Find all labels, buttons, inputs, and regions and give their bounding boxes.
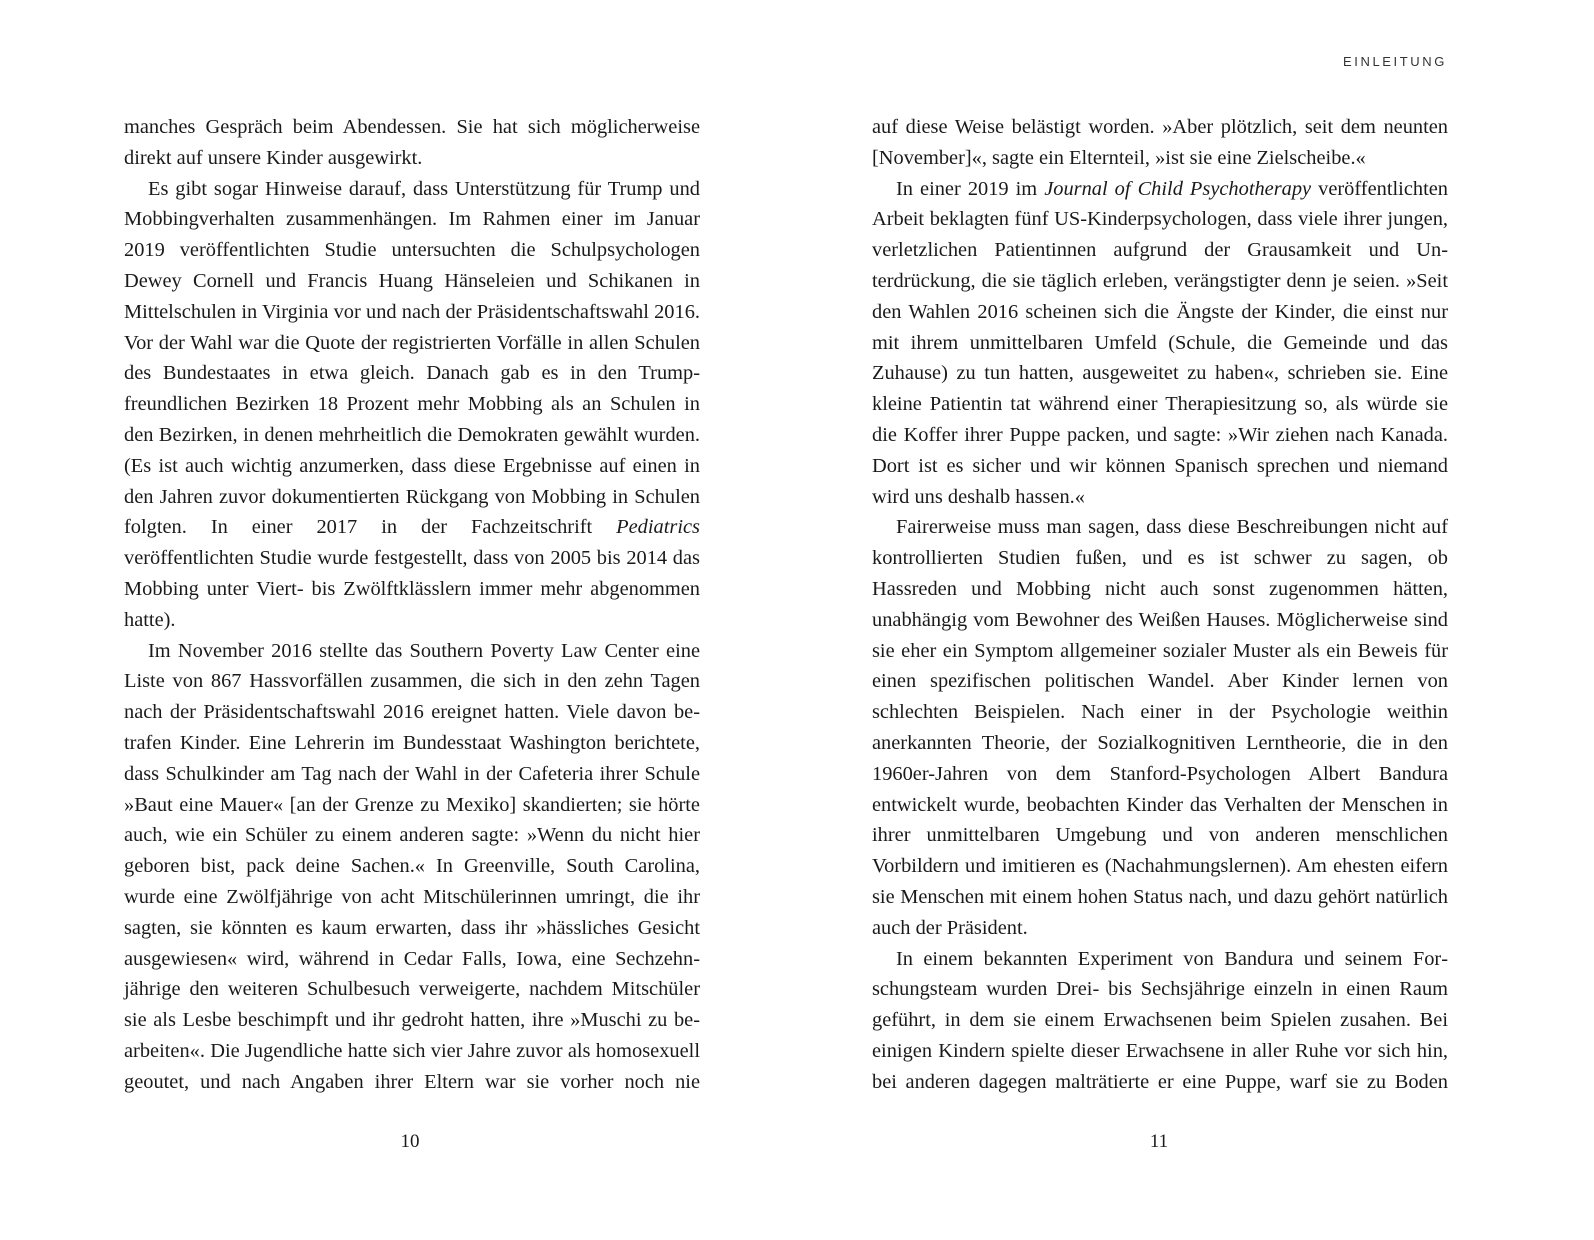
paragraph xyxy=(872,944,1448,1098)
paragraph xyxy=(124,636,700,1098)
paragraph xyxy=(872,112,1448,174)
text-run: auf diese Weise belästigt worden. »Aber plötzlich, seit dem neunten [November]«, sagte ein Elternteil, »ist sie eine Zielscheibe.« xyxy=(872,116,1448,169)
right-page xyxy=(797,0,1594,1240)
text-run: In einem bekannten Experiment von Bandura und seinem Forschungsteam wurden Drei- bis Sechsjährige einzeln in einen Raum geführt, in dem sie einem Erwachsenen beim Spielen zusahen. Bei einigen Kindern spielte dieser Erwachsene in aller Ruhe vor sich hin, bei anderen dagegen malträtierte er eine Puppe, warf sie zu Boden xyxy=(872,947,1448,1093)
text-run: Fairerweise muss man sagen, dass diese Beschreibungen nicht auf kontrollierten Studien fußen, und es ist schwer zu sagen, ob Hassreden und Mobbing nicht auch sonst zugenommen hätten, unabhängig vom Bewohner des Weißen Hauses. Möglicherweise sind sie eher ein Symptom allgemeiner sozialer Muster als ein Beweis für einen spezifischen politischen Wandel. Aber Kinder lernen von schlechten Beispielen. Nach einer in der Psychologie weithin anerkannten Theorie, der Sozialkognitiven Lerntheorie, die in den 1960er-Jahren von dem Stanford-Psychologen Albert Bandura entwickelt wurde, beobachten Kinder das Verhalten der Menschen in ihrer unmittelbaren Umgebung und von anderen menschlichen Vorbildern und imitieren es (Nachahmungslernen). Am ehesten eifern sie Menschen mit einem hohen Status nach, und dazu gehört natürlich auch der Präsident. xyxy=(872,516,1448,939)
paragraph xyxy=(872,512,1448,943)
text-run: manches Gespräch beim Abendessen. Sie hat sich möglicherweise direkt auf unsere Kinder ausgewirkt. xyxy=(124,116,700,169)
paragraph xyxy=(124,112,700,174)
italic-title: Journal of Child Psychotherapy xyxy=(1044,177,1312,200)
text-run: In einer 2019 im xyxy=(896,177,1045,200)
text-run: veröffentlichten Studie wurde festgestellt, dass von 2005 bis 2014 das Mobbing unter Viert- bis Zwölftklässlern immer mehr abgenommen hatte). xyxy=(124,547,700,631)
paragraph xyxy=(872,174,1448,513)
text-run: Es gibt sogar Hinweise darauf, dass Unterstützung für Trump und Mobbingverhalten zusammenhängen. Im Rahmen einer im Januar 2019 veröffentlichten Studie untersuchten die Schulpsychologen Dewey Cornell und Francis Huang Hänseleien und Schikanen in Mittelschulen in Virginia vor und nach der Präsidentschaftswahl 2016. Vor der Wahl war die Quote der registrierten Vorfälle in allen Schulen des Bundestaates in etwa gleich. Danach gab es in den Trump-freundlichen Bezirken 18 Prozent mehr Mobbing als an Schulen in den Bezirken, in denen mehrheitlich die Demokraten gewählt wurden. (Es ist auch wichtig anzumerken, dass diese Ergebnisse auf einen in den Jahren zuvor dokumentierten Rückgang von Mobbing in Schulen folgten. In einer 2017 in der Fachzeitschrift xyxy=(124,177,700,539)
right-page-body xyxy=(872,112,1448,1098)
text-run: Im November 2016 stellte das Southern Poverty Law Center eine Liste von 867 Hassvorfällen zusammen, die sich in den zehn Tagen nach der Präsidentschaftswahl 2016 ereignet hatten. Viele davon betrafen Kinder. Eine Lehrerin im Bundesstaat Washington berichtete, dass Schulkinder am Tag nach der Wahl in der Cafeteria ihrer Schule »Baut eine Mauer« [an der Grenze zu Mexiko] skandierten; sie hörte auch, wie ein Schüler zu einem anderen sagte: »Wenn du nicht hier geboren bist, pack deine Sachen.« In Greenville, South Carolina, wurde eine Zwölfjährige von acht Mitschülerinnen umringt, die ihr sagten, sie könnten es kaum erwarten, dass ihr »hässliches Gesicht ausgewiesen« wird, während in Cedar Falls, Iowa, eine Sechzehnjährige den weiteren Schulbesuch verweigerte, nachdem Mitschüler sie als Lesbe beschimpft und ihr gedroht hatten, ihre »Muschi zu bearbeiten«. Die Jugendliche hatte sich vier Jahre zuvor als homosexuell geoutet, und nach Angaben ihrer Eltern war sie vorher noch nie xyxy=(124,639,700,1093)
italic-title: Pediatrics xyxy=(616,516,700,539)
left-page-number: 10 xyxy=(400,1131,420,1152)
running-head: EINLEITUNG xyxy=(1342,54,1447,69)
paragraph xyxy=(124,174,700,636)
right-page-number: 11 xyxy=(1149,1131,1169,1152)
left-page-body xyxy=(124,112,700,1098)
text-run: veröffentlichten Arbeit beklagten fünf US-Kinderpsychologen, dass viele ihrer jungen, verletzlichen Patientinnen aufgrund der Grausamkeit und Unterdrückung, die sie täglich erleben, verängstigter denn je seien. »Seit den Wahlen 2016 scheinen sich die Ängste der Kinder, die einst nur mit ihrem unmittelbaren Umfeld (Schule, die Gemeinde und das Zuhause) zu tun hatten, ausgeweitet zu haben«, schrieben sie. Eine kleine Patientin tat während einer Therapiesitzung so, als würde sie die Koffer ihrer Puppe packen, und sagte: »Wir ziehen nach Kanada. Dort ist es sicher und wir können Spanisch sprechen und niemand wird uns deshalb hassen.« xyxy=(872,177,1448,508)
